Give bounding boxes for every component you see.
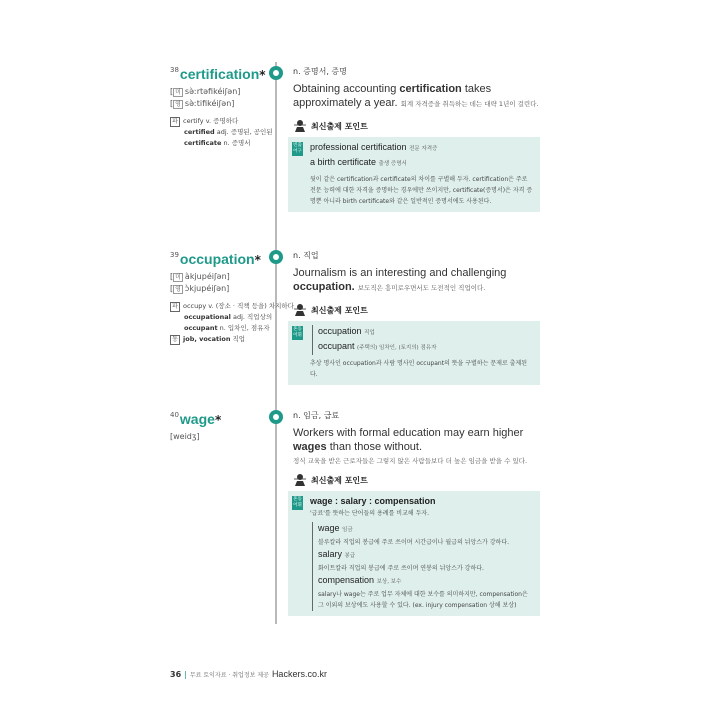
box-term: compensation 보상, 보수 <box>318 575 402 585</box>
derivatives: 파 occupy v. (장소 · 직책 등을) 차지하다 occupational adj. 직업상의 occupant n. 입차인, 점유자 동 job, vocation 직업 <box>170 301 270 345</box>
example-sentence: Obtaining accounting certification takes approximately a year. 회계 자격증을 취득하는 데는 대략 1년이 걸린다. <box>293 83 539 109</box>
box-term: occupant (주택의) 임차인, (토지의) 점유자 <box>318 341 437 351</box>
box-term: occupation 직업 <box>318 326 375 336</box>
entry-marker-1 <box>269 66 283 80</box>
box-heading: wage : salary : compensation <box>310 496 436 506</box>
headword: certification <box>179 66 260 82</box>
teacher-icon <box>293 119 307 133</box>
pronunciation-us: [ 미 sə̀ːrtəfikéiʃən] <box>170 87 241 96</box>
part-of-speech: n. 임금, 급료 <box>293 411 340 420</box>
box-tag: 혼동 어휘 <box>293 497 302 508</box>
tip-box <box>288 491 540 616</box>
box-tag: 빈출 어구 <box>293 143 302 154</box>
box-term-desc: 블루칼라 직업의 봉급에 주로 쓰이며 시간급이나 월급의 뉘앙스가 강하다. <box>318 539 510 546</box>
pronunciation-uk: [ 영 sə̀ːtifikéiʃən] <box>170 99 235 108</box>
box-explanation: 뒷이 같은 certification과 certificate의 차이를 구별해 두자. certification은 주로 전문 능력에 대한 자격을 증명하는 경우에만 쓰이지만, certificate(증명서)은 자격 증명뿐 아니라 birth certificate와 같은 일반적인 증명서에도 사용된다. <box>310 176 533 205</box>
part-of-speech: n. 직업 <box>293 251 319 260</box>
timeline-line <box>275 62 277 624</box>
derivative-tag: 파 <box>170 117 180 127</box>
box-subtitle: '급료'를 뜻하는 단어들의 용례를 비교해 두자. <box>310 510 430 517</box>
page-number: 36 <box>170 670 182 679</box>
entry-headword-block <box>170 249 294 345</box>
entry-marker-2 <box>269 250 283 264</box>
entry-number: 38 <box>170 66 179 74</box>
part-of-speech: n. 증명서, 증명 <box>293 67 347 76</box>
star-icon: * <box>254 253 261 267</box>
teacher-icon <box>293 473 307 487</box>
box-term: professional certification 전문 자격증 <box>310 142 438 152</box>
derivatives: 파 certify v. 증명하다 certified adj. 증명된, 공인된 certificate n. 증명서 <box>170 116 270 149</box>
footer-text: 무료 토익자료 · 취업정보 제공 <box>189 672 269 679</box>
entry-definition-block <box>293 66 543 212</box>
site-link[interactable]: Hackers.co.kr <box>271 669 327 679</box>
page-footer: 36 | 무료 토익자료 · 취업정보 제공 Hackers.co.kr <box>170 669 327 679</box>
headword: wage <box>179 411 215 427</box>
box-term-desc: salary나 wage는 주로 업무 자체에 대한 보수를 의미하지만, compensation은 그 이외의 보상에도 사용할 수 있다. (ex. injury compensation 상해 보상) <box>318 591 528 609</box>
box-term: a birth certificate 출생 증명서 <box>310 157 407 167</box>
entry-marker-3 <box>269 410 283 424</box>
entry-headword-block <box>170 64 273 149</box>
headword: occupation <box>179 251 255 267</box>
example-sentence: Journalism is an interesting and challenging occupation. 보도직은 흥미로우면서도 도전적인 직업이다. <box>293 267 507 293</box>
pronunciation: [weidʒ] <box>170 432 200 441</box>
box-tag: 혼동 어휘 <box>293 327 302 338</box>
tip-box <box>288 321 540 385</box>
box-term: salary 봉급 <box>318 549 356 559</box>
example-sentence: Workers with formal education may earn higher wages than those without. <box>293 427 524 453</box>
entry-number: 40 <box>170 411 179 419</box>
pronunciation-uk: [ 영 ɔ̀kjupéiʃən] <box>170 284 230 293</box>
star-icon: * <box>214 413 222 427</box>
pronunciation-us: [ 미 àkjupéiʃən] <box>170 272 230 281</box>
tip-header: 최신출제 포인트 <box>293 303 543 317</box>
box-explanation: 추상 명사인 occupation과 사람 명사인 occupant의 뜻을 구별하는 문제로 출제된다. <box>310 360 528 378</box>
entry-definition-block <box>293 410 543 616</box>
tip-header: 최신출제 포인트 <box>293 473 543 487</box>
example-translation: 정식 교육을 받은 근로자들은 그렇지 않은 사람들보다 더 높은 임금을 받을 수 있다. <box>293 457 528 465</box>
synonym-tag: 동 <box>170 335 180 345</box>
entry-headword-block <box>170 409 270 442</box>
teacher-icon <box>293 303 307 317</box>
entry-definition-block <box>293 250 543 385</box>
box-term: wage 임금 <box>318 523 353 533</box>
star-icon: * <box>259 68 266 82</box>
entry-number: 39 <box>170 251 179 259</box>
tip-box <box>288 137 540 212</box>
derivative-tag: 파 <box>170 302 180 312</box>
box-term-desc: 화이트칼라 직업의 봉급에 주로 쓰이며 연봉의 뉘앙스가 강하다. <box>318 565 484 572</box>
tip-header: 최신출제 포인트 <box>293 119 543 133</box>
